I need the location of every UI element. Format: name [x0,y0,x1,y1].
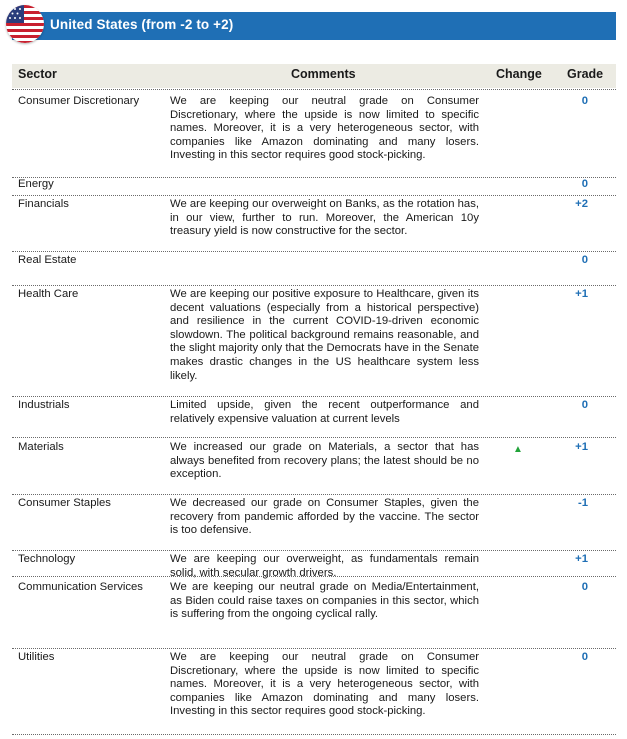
row-divider [12,89,616,90]
row-divider [12,285,616,286]
sector-name: Health Care [18,288,79,300]
us-flag-icon [6,5,44,43]
sector-comment: We decreased our grade on Consumer Staples, given the recovery from pandemic afforded by the vaccine. The sector is too defensive. [170,497,479,537]
row-divider [12,734,616,735]
sector-comment: We are keeping our positive exposure to Healthcare, given its decent valuations (especially from a historical perspective) and resilience in the current COVID-19-driven economic slowdown. The political background remains reasonable, and the slight majority only that the Democrats have in the Senate makes drastic changes in the US healthcare system less likely. [170,288,479,382]
sector-name: Real Estate [18,254,77,266]
sector-name: Technology [18,553,76,565]
sector-comment: We are keeping our neutral grade on Consumer Discretionary, where the upside is now limited to specific names. Moreover, it is a very heterogeneous sector, with companies like Amazon dominating and many losers. Investing in this sector requires good stock-picking. [170,651,479,718]
row-divider [12,396,616,397]
sector-grade: 0 [581,178,588,190]
sector-comment: We are keeping our overweight, as fundamentals remain solid, with secular growth drivers. [170,553,479,579]
sector-grade: +1 [575,288,588,300]
sector-comment: We increased our grade on Materials, a sector that has always benefited from recovery plans; the latest should be no exception. [170,441,479,481]
sector-grade: +2 [575,198,588,210]
sector-grade: -1 [577,497,588,509]
row-divider [12,251,616,252]
sector-grade: 0 [581,651,588,663]
sector-grade: 0 [581,399,588,411]
header-sector: Sector [18,67,57,81]
row-divider [12,648,616,649]
row-divider [12,437,616,438]
header-change: Change [496,67,542,81]
sector-name: Industrials [18,399,70,411]
sector-comment: Limited upside, given the recent outperformance and relatively expensive valuation at current levels [170,399,479,425]
header-comments: Comments [291,67,356,81]
title-banner [12,12,616,40]
sector-comment: We are keeping our neutral grade on Consumer Discretionary, where the upside is now limited to specific names. Moreover, it is a very heterogeneous sector, with companies like Amazon dominating and many losers. Investing in this sector requires good stock-picking. [170,95,479,162]
header-grade: Grade [567,67,604,81]
banner-title: United States (from -2 to +2) [50,17,234,32]
sector-name: Communication Services [18,581,143,593]
sector-name: Energy [18,178,54,190]
sector-grade: 0 [581,254,588,266]
sector-grade: 0 [581,95,588,107]
sector-grade: +1 [575,553,588,565]
sector-comment: We are keeping our neutral grade on Media/Entertainment, as Biden could raise taxes on companies in this sector, which is suffering from the ongoing cyclical rally. [170,581,479,621]
change-indicator: ▲ [513,444,523,455]
row-divider [12,494,616,495]
row-divider [12,195,616,196]
row-divider [12,550,616,551]
sector-grade: 0 [581,581,588,593]
sector-name: Utilities [18,651,55,663]
sector-comment: We are keeping our overweight on Banks, as the rotation has, in our view, further to run. Moreover, the American 10y treasury yield is now constructive for the sector. [170,198,479,238]
sector-grade: +1 [575,441,588,453]
sector-name: Materials [18,441,64,453]
sector-name: Financials [18,198,69,210]
sector-name: Consumer Discretionary [18,95,140,107]
table-header [12,64,616,88]
sector-name: Consumer Staples [18,497,111,509]
